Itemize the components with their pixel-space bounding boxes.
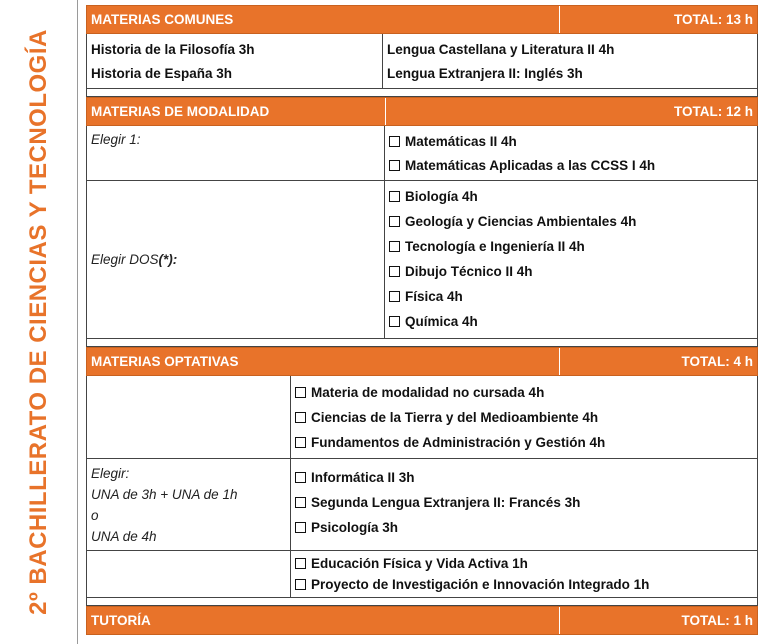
option-label: Dibujo Técnico II 4h: [405, 264, 533, 279]
modalidad-group2-label: Elegir DOS: [91, 252, 159, 267]
option-label: Geología y Ciencias Ambientales 4h: [405, 214, 637, 229]
comunes-left: [87, 34, 382, 88]
optativas-label-line: Elegir:: [91, 466, 130, 481]
option-item[interactable]: [389, 209, 753, 234]
checkbox[interactable]: [295, 387, 306, 398]
option-item[interactable]: [389, 234, 753, 259]
option-label: Matemáticas II 4h: [405, 133, 517, 149]
checkbox[interactable]: [389, 241, 400, 252]
checkbox[interactable]: [389, 266, 400, 277]
modalidad-group2-note: (*):: [158, 252, 178, 267]
subject-item: Lengua Castellana y Literatura II 4h: [387, 41, 615, 57]
option-label: Psicología 3h: [311, 520, 399, 535]
option-item[interactable]: [389, 309, 753, 334]
option-item[interactable]: [389, 129, 753, 153]
modalidad-header: [86, 97, 758, 126]
checkbox[interactable]: [295, 437, 306, 448]
optativas-total: TOTAL: 4 h: [559, 348, 757, 375]
option-label: Segunda Lengua Extranjera II: Francés 3h: [311, 495, 581, 510]
option-label: Ciencias de la Tierra y del Medioambiente 4h: [311, 410, 599, 425]
spacer: [86, 89, 758, 97]
option-item[interactable]: [295, 574, 753, 595]
side-title: [0, 0, 78, 644]
modalidad-group1-label: Elegir 1:: [91, 132, 141, 147]
modalidad-title: MATERIAS DE MODALIDAD: [91, 104, 270, 119]
option-label: Materia de modalidad no cursada 4h: [311, 385, 545, 400]
spacer: [86, 598, 758, 606]
option-label: Educación Física y Vida Activa 1h: [311, 556, 528, 571]
option-item[interactable]: [389, 184, 753, 209]
checkbox[interactable]: [295, 412, 306, 423]
comunes-total: TOTAL: 13 h: [559, 6, 757, 33]
optativas-group1-options: [290, 376, 757, 458]
option-item[interactable]: [295, 490, 753, 515]
subjects-table: [86, 5, 758, 635]
option-label: Biología 4h: [405, 189, 478, 204]
option-item[interactable]: [295, 553, 753, 574]
option-item[interactable]: [295, 380, 753, 405]
modalidad-group2-options: [384, 181, 757, 338]
optativas-title: MATERIAS OPTATIVAS: [91, 354, 239, 369]
option-label: Fundamentos de Administración y Gestión 4h: [311, 435, 606, 450]
checkbox[interactable]: [389, 216, 400, 227]
option-item[interactable]: [295, 515, 753, 540]
optativas-group2-label-cell: [87, 459, 290, 550]
optativas-group1: [86, 376, 758, 459]
modalidad-group2: [86, 181, 758, 339]
tutoria-total: TOTAL: 1 h: [559, 607, 757, 634]
checkbox[interactable]: [389, 160, 400, 171]
option-item[interactable]: [389, 259, 753, 284]
checkbox[interactable]: [389, 316, 400, 327]
optativas-label-line: UNA de 4h: [91, 529, 157, 544]
option-item[interactable]: [389, 284, 753, 309]
subject-item: Historia de la Filosofía 3h: [91, 41, 255, 57]
option-item[interactable]: [295, 430, 753, 455]
option-item[interactable]: [295, 465, 753, 490]
optativas-group3-label-cell: [87, 551, 290, 597]
option-item[interactable]: [295, 405, 753, 430]
tutoria-title: TUTORÍA: [91, 613, 151, 628]
option-label: Física 4h: [405, 289, 463, 304]
checkbox[interactable]: [295, 472, 306, 483]
modalidad-group2-label-cell: [87, 181, 384, 338]
comunes-header: [86, 5, 758, 34]
program-title: 2º BACHILLERATO DE CIENCIAS Y TECNOLOGÍA: [24, 29, 52, 615]
option-label: Tecnología e Ingeniería II 4h: [405, 239, 585, 254]
option-label: Matemáticas Aplicadas a las CCSS I 4h: [405, 157, 656, 173]
checkbox[interactable]: [295, 522, 306, 533]
modalidad-group1: [86, 126, 758, 181]
checkbox[interactable]: [389, 191, 400, 202]
modalidad-total: TOTAL: 12 h: [385, 98, 757, 125]
optativas-label-line: o: [91, 508, 99, 523]
checkbox[interactable]: [295, 579, 306, 590]
comunes-right: [382, 34, 757, 88]
optativas-header: [86, 347, 758, 376]
comunes-body: [86, 34, 758, 89]
optativas-group3-options: [290, 551, 757, 597]
optativas-group2: [86, 459, 758, 551]
option-label: Proyecto de Investigación e Innovación Integrado 1h: [311, 577, 650, 592]
spacer: [86, 339, 758, 347]
option-item[interactable]: [389, 153, 753, 177]
optativas-group1-label-cell: [87, 376, 290, 458]
comunes-title: MATERIAS COMUNES: [91, 12, 234, 27]
modalidad-group1-label-cell: [87, 126, 384, 180]
optativas-group2-options: [290, 459, 757, 550]
tutoria-header: [86, 606, 758, 635]
checkbox[interactable]: [295, 558, 306, 569]
optativas-label-line: UNA de 3h + UNA de 1h: [91, 487, 238, 502]
checkbox[interactable]: [389, 291, 400, 302]
subject-item: Lengua Extranjera II: Inglés 3h: [387, 65, 583, 81]
modalidad-group1-options: [384, 126, 757, 180]
checkbox[interactable]: [295, 497, 306, 508]
subject-item: Historia de España 3h: [91, 65, 233, 81]
checkbox[interactable]: [389, 136, 400, 147]
optativas-group3: [86, 551, 758, 598]
option-label: Informática II 3h: [311, 470, 415, 485]
option-label: Química 4h: [405, 314, 478, 329]
